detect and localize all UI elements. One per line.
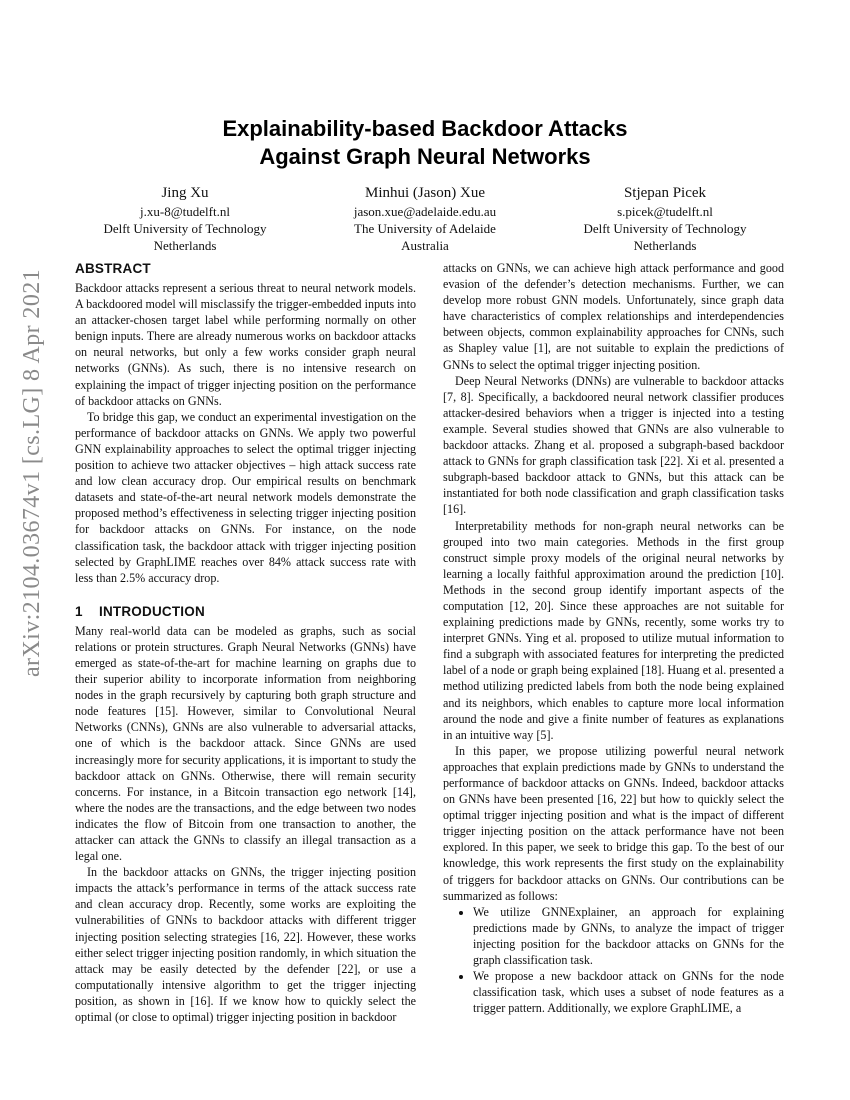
- body-paragraph: Many real-world data can be modeled as graphs, such as social relations or protein structures. Graph Neural Networks (GNNs) have emerged as state-of-the-art for machine learning on graphs due to their superior ability to incorporate information from neighboring nodes in the graph recursively by capturing both graph structure and node features [15]. However, similar to Convolutional Neural Networks (CNNs), GNNs are also vulnerable to adversarial attacks, one of which is the backdoor attack. Since GNNs are used increasingly more for security applications, it is important to study the backdoor attack on GNNs. Otherwise, there will remain security concerns. For instance, in a Bitcoin transaction ego network [14], where the nodes are the transactions, and the edge between two nodes indicates the flow of Bitcoin from one transaction to another, the attacker can attack the GNNs to classify an illegal transaction as a legal one.: [75, 623, 416, 864]
- author-country: Australia: [401, 238, 449, 253]
- author-email[interactable]: jason.xue@adelaide.edu.au: [353, 204, 497, 219]
- author-name: Stjepan Picek: [623, 185, 707, 201]
- author-2: [310, 183, 540, 254]
- title-line-2: Against Graph Neural Networks: [259, 144, 591, 169]
- introduction-heading: [75, 603, 416, 621]
- arxiv-identifier: arXiv:2104.03674v1 [cs.LG] 8 Apr 2021: [19, 268, 45, 678]
- author-3: [550, 183, 780, 254]
- contributions-list: [443, 904, 784, 1017]
- title-line-1: Explainability-based Backdoor Attacks: [222, 116, 628, 141]
- author-email[interactable]: s.picek@tudelft.nl: [617, 204, 713, 219]
- list-item: • We propose a new backdoor attack on GNNs for the node classification task, which uses a subset of node features as a trigger pattern. Additionally, we explore GraphLIME, a: [473, 968, 784, 1016]
- body-paragraph: Deep Neural Networks (DNNs) are vulnerable to backdoor attacks [7, 8]. Specifically, a backdoored neural network classifier produces attacker-desired behaviors when a trigger is injected into a testing example. Several studies showed that GNNs are also vulnerable to backdoor attacks. Zhang et al. proposed a subgraph-based backdoor attack to GNNs for graph classification task [22]. Xi et al. presented a subgraph-based backdoor attack to GNNs, but this attack can be instantiated for both node classification and graph classification tasks [16].: [443, 373, 784, 517]
- body-paragraph: In the backdoor attacks on GNNs, the trigger injecting position impacts the attack’s performance in terms of the attack success rate and clean accuracy drop. Recently, some works are exploiting the vulnerabilities of GNNs to backdoor attacks with different trigger injecting position selecting strategies [16, 22]. However, these works either select trigger injecting position randomly, in which situation the attack may be easily detected by the defender [22], or use a computationally intensive algorithm to get the trigger injecting position, as shown in [16]. If we know how to quickly select the optimal (or close to optimal) trigger injecting position in backdoor: [75, 865, 416, 1025]
- abstract-heading: ABSTRACT: [75, 261, 151, 276]
- right-column: [443, 260, 784, 1016]
- author-block: [70, 183, 780, 254]
- abstract-paragraph: Backdoor attacks represent a serious threat to neural network models. A backdoored model will misclassify the trigger-embedded inputs into an attacker-chosen target label while performing normally on other benign inputs. There are already numerous works on backdoor attacks on neural networks, but only a few works consider graph neural networks (GNNs). As such, there is no intensive research on explaining the impact of trigger injecting position on the performance of backdoor attacks on GNNs.: [75, 281, 416, 408]
- author-affiliation: Delft University of Technology: [583, 221, 747, 236]
- author-affiliation: Delft University of Technology: [103, 221, 267, 236]
- author-email[interactable]: j.xu-8@tudelft.nl: [140, 204, 230, 219]
- abstract-paragraph: To bridge this gap, we conduct an experimental investigation on the performance of backdoor attacks on GNNs. We apply two powerful GNN explainability approaches to select the optimal trigger injecting position to achieve two attacker objectives – high attack success rate and low clean accuracy drop. Our empirical results on benchmark datasets and state-of-the-art neural network models demonstrate the proposed method’s effectiveness in selecting trigger injecting position for backdoor attacks on GNNs. For instance, on the node classification task, the backdoor attack with trigger injecting position selected by GraphLIME reaches over 84% attack success rate with less than 2.5% accuracy drop.: [75, 409, 416, 585]
- list-item: • We utilize GNNExplainer, an approach for explaining predictions made by GNNs, to analyze the impact of trigger injecting position for the backdoor attacks on GNNs for the graph classification task.: [473, 904, 784, 968]
- author-1: [70, 183, 300, 254]
- body-paragraph: attacks on GNNs, we can achieve high attack performance and good evasion of the defender’s detection mechanisms. Further, we can develop more robust GNN models. Unfortunately, since graph data have characteristics of complex relationships and interdependencies between objects, common explainability approaches for CNNs, such as Shapley value [1], are not suitable to explain the predictions of GNNs to select the optimal trigger injecting position.: [443, 261, 784, 372]
- author-name: Minhui (Jason) Xue: [365, 185, 485, 201]
- body-paragraph: In this paper, we propose utilizing powerful neural network approaches that explain predictions made by GNNs to understand the performance of backdoor attacks on GNNs. Indeed, backdoor attacks on GNNs have been presented [16, 22] but how to quickly select the optimal trigger injecting position and what is the impact of different trigger injecting position on the attack performance have not been explored. In this paper, we seek to bridge this gap. To the best of our knowledge, this work represents the first study on the explainability of triggers for backdoor attacks on GNNs. Our contributions can be summarized as follows:: [443, 743, 784, 903]
- left-column: [75, 260, 416, 1025]
- section-number: 1: [75, 603, 83, 619]
- author-name: Jing Xu: [161, 185, 209, 201]
- section-title: INTRODUCTION: [99, 603, 205, 619]
- paper-title: [100, 115, 750, 171]
- author-country: Netherlands: [633, 238, 697, 253]
- body-paragraph: Interpretability methods for non-graph neural networks can be grouped into two main categories. Methods in the first group construct simple proxy models of the original neural networks by learning a locally faithful approximation around the prediction [10]. Methods in the second group identify important aspects of the computation [12, 20]. Since these approaches are not suitable for explaining predictions made by GNNs, recently, some works try to interpret GNNs. Ying et al. proposed to utilize mutual information to find a subgraph with associated features for interpreting the predicted label of a node or graph being explained [18]. Huang et al. presented a method utilizing predicted labels from both the node being explained and its neighbors, which enables to capture more local information around the node and give a finite number of features as explanations in an intuitive way [5].: [443, 518, 784, 742]
- author-affiliation: The University of Adelaide: [354, 221, 496, 236]
- author-country: Netherlands: [153, 238, 217, 253]
